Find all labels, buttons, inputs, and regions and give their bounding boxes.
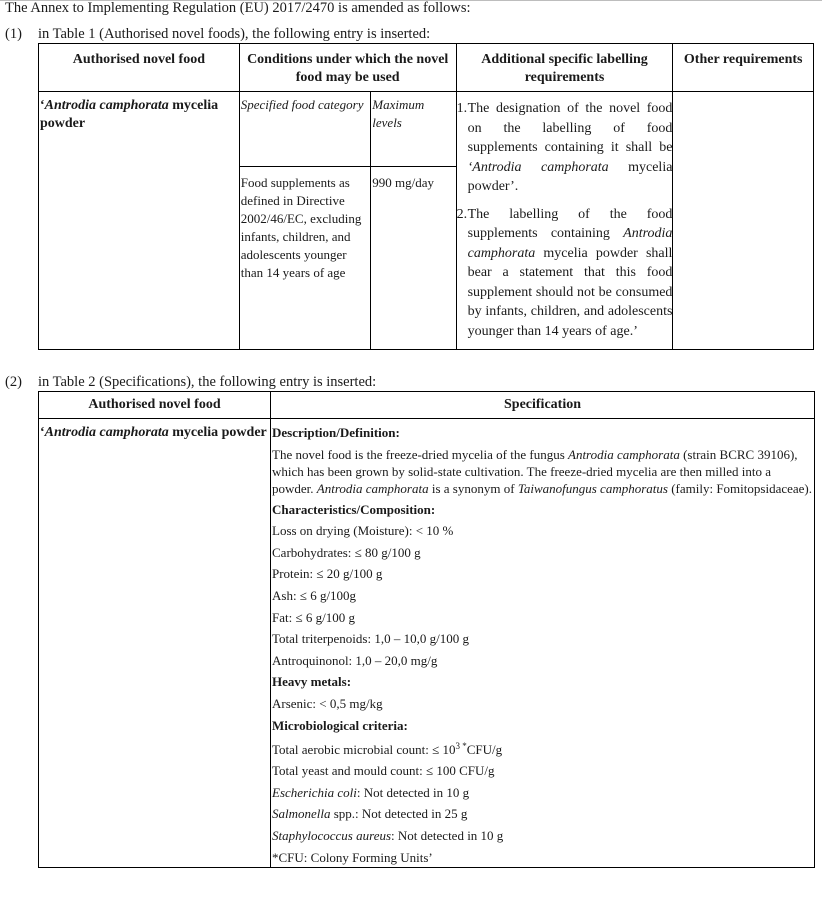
table-1-novel-foods <box>38 43 814 350</box>
spec-aerobic-sup: 3 * <box>455 740 467 751</box>
t1-category-value: Food supplements as defined in Directive 2002/46/EC, excluding infants, children, and adolescents younger than 14 years of age <box>239 167 371 350</box>
spec-desc-c: is a synonym of <box>428 480 518 496</box>
spec-composition-item: Ash: ≤ 6 g/100g <box>272 587 357 603</box>
spec-arsenic: Arsenic: < 0,5 mg/kg <box>272 695 383 711</box>
t1-labelling-1i: ‘Antrodia camphorata <box>467 159 609 175</box>
spec-salmonella-i: Salmonella <box>272 806 331 822</box>
spec-staph-rest: : Not detected in 10 g <box>391 827 504 843</box>
spec-desc-a: The novel food is the freeze-dried mycelia of the fungus <box>272 446 568 462</box>
t1-category-header-text: Specified food category <box>240 97 364 112</box>
spec-staph-i: Staphylococcus aureus <box>272 827 392 843</box>
spec-description <box>272 446 814 501</box>
table-1-header-row <box>39 44 814 92</box>
t1-labelling-item-1 <box>457 99 673 197</box>
t2-food-italic: Antrodia camphorata <box>44 425 169 440</box>
spec-composition-item: Total triterpenoids: 1,0 – 10,0 g/100 g <box>272 631 469 647</box>
t1-labelling-num-1: 1. <box>456 101 468 116</box>
spec-aerobic-count <box>272 741 814 763</box>
spec-staph <box>272 827 814 849</box>
spec-composition-item: Fat: ≤ 6 g/100 g <box>272 609 355 625</box>
t2-spec-cell <box>271 419 815 868</box>
spec-composition-item: Antroquinonol: 1,0 – 20,0 mg/g <box>272 652 438 668</box>
spec-ecoli <box>272 784 814 806</box>
spec-aerobic-b: CFU/g <box>466 741 503 757</box>
t1-labelling-2i: Antrodia camphorata <box>467 226 673 261</box>
t1-labelling-item-2 <box>457 205 673 342</box>
spec-heavy-title: Heavy metals: <box>272 674 352 690</box>
t1-labelling-2a: The labelling of the food supplements containing <box>467 206 673 241</box>
t2-food-quote: ‘ <box>40 425 45 440</box>
t2-food-rest: mycelia powder <box>168 425 267 440</box>
spec-char-title: Characteristics/Composition: <box>272 501 436 517</box>
spec-salmonella-rest: spp.: Not detected in 25 g <box>330 806 468 822</box>
t1-labelling-2b: mycelia powder shall bear a statement that this food supplement should not be consumed by infants, children, and adolescents younger than 14 years of age.’ <box>467 245 673 339</box>
table-2-specifications <box>38 391 815 868</box>
t2-header-spec: Specification <box>271 392 815 419</box>
t1-header-other: Other requirements <box>673 44 814 92</box>
t1-max-header-text: Maximum levels <box>372 97 425 130</box>
spec-ecoli-rest: : Not detected in 10 g <box>356 784 470 800</box>
t1-header-labelling: Additional specific labelling requirements <box>456 44 673 92</box>
spec-composition-item: Loss on drying (Moisture): < 10 % <box>272 523 454 539</box>
spec-desc-d: (family: Fomitopsidaceae). <box>667 480 812 496</box>
spec-desc-i2: Antrodia camphorata <box>316 480 429 496</box>
spec-desc-title: Description/Definition: <box>272 425 400 440</box>
spec-desc-i1: Antrodia camphorata <box>568 446 680 462</box>
t2-header-food: Authorised novel food <box>39 392 271 419</box>
t1-max-header <box>371 92 456 167</box>
spec-yeast-count: Total yeast and mould count: ≤ 100 CFU/g <box>272 763 495 779</box>
spec-micro-title: Microbiological criteria: <box>272 717 408 733</box>
spec-ecoli-i: Escherichia coli <box>272 784 357 800</box>
t1-other-cell <box>673 92 814 350</box>
t2-food-cell <box>39 419 271 868</box>
table-2-entry-row <box>39 419 815 868</box>
t1-category-header <box>239 92 371 167</box>
spec-desc-b: (strain BCRC 39106), which has been grown by solid-state cultivation. The freeze-dried mycelia are then milled into a powder. <box>272 446 798 496</box>
spec-composition-item: Protein: ≤ 20 g/100 g <box>272 566 383 582</box>
t1-food-cell <box>39 92 240 350</box>
t1-labelling-num-2: 2. <box>456 206 468 222</box>
point-1-number: (1) <box>5 26 22 42</box>
t1-labelling-1a: The designation of the novel food on the labelling of food supplements containing it shall be <box>467 101 673 155</box>
table-2-header-row <box>39 392 815 419</box>
t1-labelling-1b: mycelia powder’. <box>467 159 673 194</box>
table-1-entry-row <box>39 92 814 167</box>
t1-max-value: 990 mg/day <box>371 167 456 350</box>
spec-footnote: *CFU: Colony Forming Units’ <box>272 849 433 865</box>
t1-header-food: Authorised novel food <box>39 44 240 92</box>
intro-text: The Annex to Implementing Regulation (EU) 2017/2470 is amended as follows: <box>5 0 471 16</box>
spec-composition-item: Carbohydrates: ≤ 80 g/100 g <box>272 544 421 560</box>
t1-food-rest: mycelia powder <box>40 98 219 131</box>
t1-food-quote: ‘ <box>40 98 45 113</box>
spec-aerobic-a: Total aerobic microbial count: ≤ 10 <box>272 741 456 757</box>
t1-labelling-cell <box>456 92 673 350</box>
point-2-number: (2) <box>5 374 22 390</box>
t1-food-italic: Antrodia camphorata <box>44 98 169 113</box>
spec-desc-i3: Taiwanofungus camphoratus <box>517 480 668 496</box>
point-1-text: in Table 1 (Authorised novel foods), the following entry is inserted: <box>38 26 431 42</box>
point-2-text: in Table 2 (Specifications), the following entry is inserted: <box>38 374 377 390</box>
t1-header-conditions: Conditions under which the novel food may be used <box>239 44 456 92</box>
spec-salmonella <box>272 805 814 827</box>
